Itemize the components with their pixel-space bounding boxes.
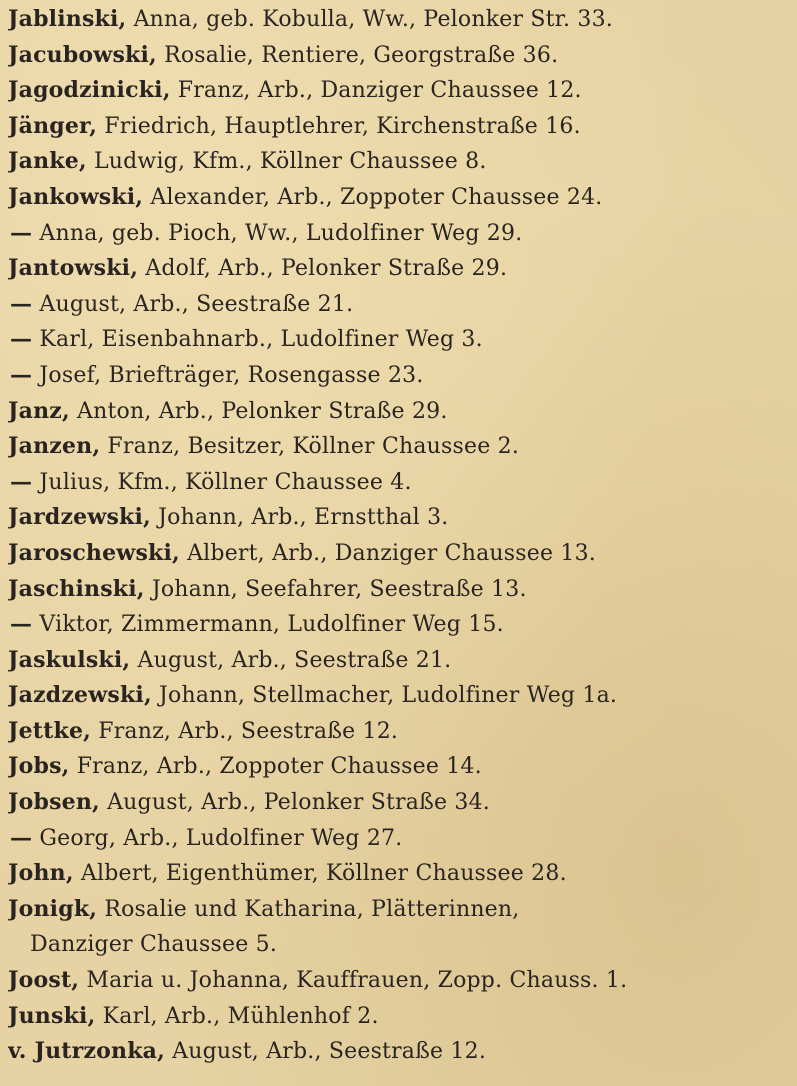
entry-details: Karl, Eisenbahnarb., Ludolfiner Weg 3. — [32, 327, 483, 353]
directory-entry-continuation — [8, 927, 789, 963]
directory-entry — [8, 180, 789, 216]
surname: Jonigk, — [8, 895, 98, 922]
directory-entry — [8, 821, 789, 857]
directory-entry — [8, 749, 789, 785]
directory-entry — [8, 465, 789, 501]
entry-details: Josef, Briefträger, Rosengasse 23. — [32, 362, 424, 388]
directory-entry — [8, 785, 789, 821]
entry-details: Adolf, Arb., Pelonker Straße 29. — [138, 256, 508, 282]
directory-entry — [8, 251, 789, 287]
directory-entry — [8, 216, 789, 252]
surname: — — [10, 824, 33, 851]
entry-details: August, Arb., Seestraße 21. — [32, 291, 354, 317]
surname: Junski, — [8, 1002, 96, 1029]
entry-details: Albert, Eigenthümer, Köllner Chaussee 28. — [73, 861, 567, 887]
directory-entry — [8, 572, 789, 608]
entry-details: Rosalie und Katharina, Plätterinnen, — [97, 896, 520, 922]
entry-details: Anna, geb. Pioch, Ww., Ludolfiner Weg 29. — [32, 220, 523, 246]
entry-details: Albert, Arb., Danziger Chaussee 13. — [179, 540, 596, 566]
surname: — — [10, 219, 33, 246]
entry-details: Karl, Arb., Mühlenhof 2. — [95, 1003, 379, 1029]
entry-details: August, Arb., Seestraße 12. — [164, 1039, 487, 1065]
surname: Jagodzinicki, — [8, 77, 171, 104]
surname: Jobs, — [8, 753, 70, 780]
entry-details: August, Arb., Pelonker Straße 34. — [99, 790, 490, 816]
entry-details: Georg, Arb., Ludolfiner Weg 27. — [32, 825, 403, 851]
surname: Jantowski, — [8, 255, 139, 282]
directory-entry — [8, 714, 789, 750]
directory-entry — [8, 643, 789, 679]
entry-details: Franz, Arb., Seestraße 12. — [91, 718, 399, 744]
directory-entry — [8, 856, 789, 892]
surname: Jettke, — [8, 717, 92, 744]
entry-details: Franz, Arb., Danziger Chaussee 12. — [170, 78, 582, 104]
directory-entry — [8, 892, 789, 928]
entry-details: Franz, Arb., Zoppoter Chaussee 14. — [69, 754, 482, 780]
directory-entry — [8, 2, 789, 38]
entry-details: Julius, Kfm., Köllner Chaussee 4. — [32, 469, 412, 495]
directory-entry — [8, 394, 789, 430]
directory-entry — [8, 287, 789, 323]
entry-details: Ludwig, Kfm., Köllner Chaussee 8. — [86, 149, 487, 175]
entry-details: Anton, Arb., Pelonker Straße 29. — [69, 398, 448, 424]
surname: Jacubowski, — [8, 41, 157, 68]
surname: — — [10, 361, 33, 388]
directory-entry — [8, 678, 789, 714]
entry-details: Friedrich, Hauptlehrer, Kirchenstraße 16. — [97, 113, 581, 139]
surname: — — [10, 468, 33, 495]
directory-entry — [8, 1034, 789, 1070]
surname: Janz, — [8, 397, 70, 424]
entry-details: Johann, Arb., Ernstthal 3. — [150, 505, 449, 531]
surname: Jaskulski, — [8, 646, 131, 673]
directory-entry — [8, 429, 789, 465]
directory-entry — [8, 109, 789, 145]
entry-details: Rosalie, Rentiere, Georgstraße 36. — [156, 42, 559, 68]
surname: — — [10, 326, 33, 353]
entry-details: August, Arb., Seestraße 21. — [130, 647, 452, 673]
surname: Jardzewski, — [8, 504, 151, 531]
entry-details: Johann, Seefahrer, Seestraße 13. — [144, 576, 527, 602]
directory-entry — [8, 322, 789, 358]
directory-entry — [8, 358, 789, 394]
entry-details: Franz, Besitzer, Köllner Chaussee 2. — [100, 434, 520, 460]
directory-entry — [8, 500, 789, 536]
surname: John, — [8, 860, 74, 887]
surname: Jobsen, — [8, 789, 100, 816]
surname: Jaroschewski, — [8, 539, 180, 566]
surname: — — [10, 611, 33, 638]
surname: Jaschinski, — [8, 575, 145, 602]
surname: — — [10, 290, 33, 317]
surname: Janzen, — [8, 433, 101, 460]
entry-details: Johann, Stellmacher, Ludolfiner Weg 1a. — [151, 683, 618, 709]
surname: Janke, — [8, 148, 87, 175]
entry-details: Alexander, Arb., Zoppoter Chaussee 24. — [143, 184, 603, 210]
directory-entry — [8, 607, 789, 643]
directory-entry — [8, 144, 789, 180]
surname: Jänger, — [8, 112, 98, 139]
directory-entry — [8, 999, 789, 1035]
surname: Jankowski, — [8, 183, 144, 210]
entry-details: Viktor, Zimmermann, Ludolfiner Weg 15. — [32, 612, 504, 638]
surname: Jablinski, — [8, 6, 127, 32]
surname: v. Jutrzonka, — [8, 1038, 165, 1065]
surname: Joost, — [8, 967, 80, 994]
directory-entry — [8, 963, 789, 999]
directory-entry — [8, 73, 789, 109]
directory-entry — [8, 38, 789, 74]
entry-details: Danziger Chaussee 5. — [30, 932, 278, 958]
entry-details: Maria u. Johanna, Kauffrauen, Zopp. Chauss. 1. — [79, 968, 628, 994]
surname: Jazdzewski, — [8, 682, 152, 709]
entry-details: Anna, geb. Kobulla, Ww., Pelonker Str. 33. — [126, 7, 613, 32]
directory-entry — [8, 536, 789, 572]
